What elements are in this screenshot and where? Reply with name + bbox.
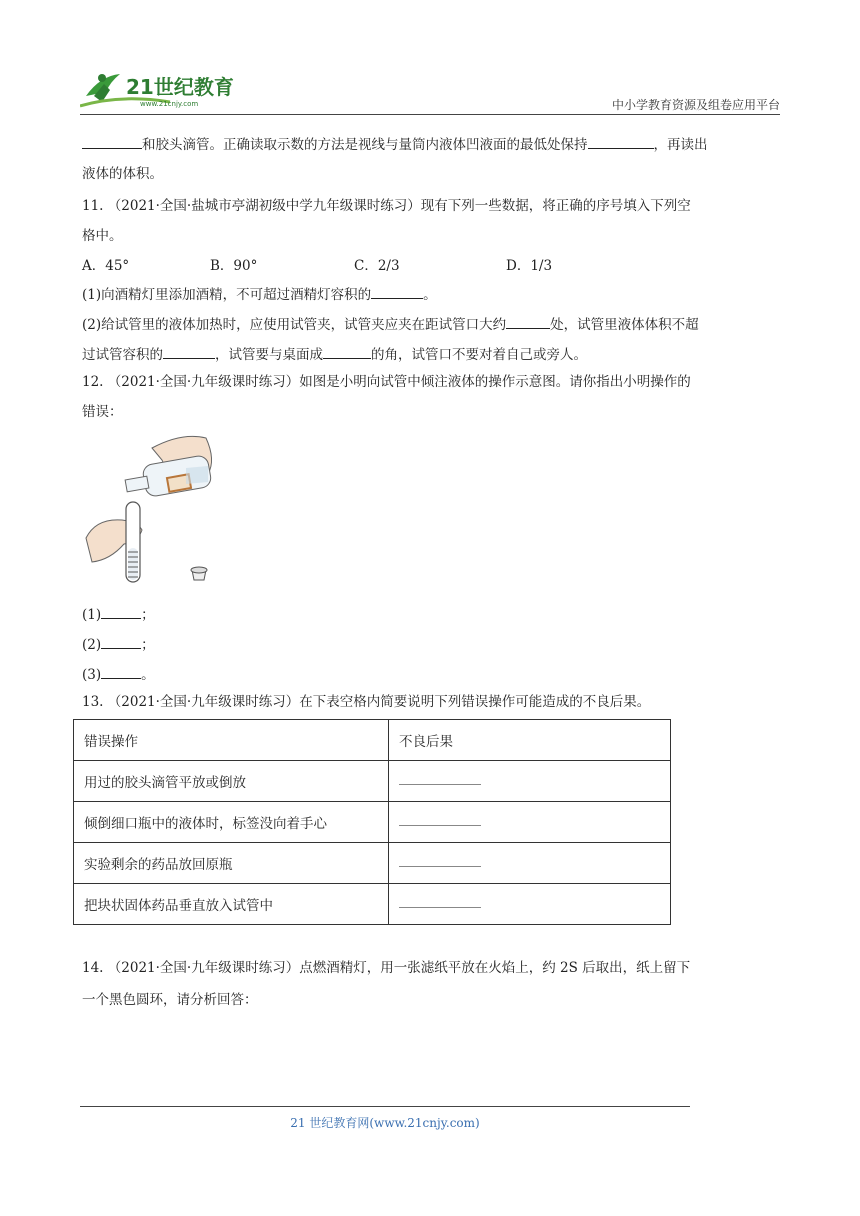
q11-option-b: B．90° <box>210 258 258 274</box>
table-row <box>74 802 671 843</box>
footer-rule <box>80 1106 690 1107</box>
footer-link[interactable]: 21 世纪教育网(www.21cnjy.com) <box>290 1116 480 1130</box>
answer-blank[interactable] <box>101 634 141 649</box>
q10-line1: 和胶头滴管。正确读取示数的方法是视线与量筒内液体凹液面的最低处保持 ，再读出 <box>82 134 708 155</box>
logo-url: www.21cnjy.com <box>140 100 199 108</box>
table-cell-operation: 实验剩余的药品放回原瓶 <box>74 843 389 884</box>
blank <box>371 284 423 299</box>
header-platform-text: 中小学教育资源及组卷应用平台 <box>611 98 780 112</box>
q11-option-c: C．2/3 <box>354 258 400 274</box>
table-cell-answer[interactable] <box>389 802 671 843</box>
blank <box>506 314 550 329</box>
answer-blank[interactable] <box>399 774 481 785</box>
table-cell-operation: 倾倒细口瓶中的液体时，标签没向着手心 <box>74 802 389 843</box>
answer-blank[interactable] <box>101 664 141 679</box>
q12-answer-2: (2) ； <box>82 634 155 655</box>
table-header: 错误操作 <box>74 720 389 761</box>
blank <box>82 134 142 149</box>
q13-stem: 13. （2021·全国·九年级课时练习）在下表空格内简要说明下列错误操作可能造成的不良后果。 <box>82 694 651 710</box>
table-cell-answer[interactable] <box>389 884 671 925</box>
table-cell-operation: 用过的胶头滴管平放或倒放 <box>74 761 389 802</box>
answer-blank[interactable] <box>399 815 481 826</box>
q11-option-d: D．1/3 <box>506 258 553 274</box>
table-header-row <box>74 720 671 761</box>
table-header: 不良后果 <box>389 720 671 761</box>
pouring-liquid-illustration <box>82 430 222 590</box>
q12-answer-3: (3) 。 <box>82 664 155 685</box>
q12-answer-1: (1) ； <box>82 604 155 625</box>
q12-stem-cont: 错误： <box>82 404 123 420</box>
logo-title: 21世纪教育 <box>126 75 234 99</box>
header-rule <box>80 114 780 115</box>
q11-part2: (2)给试管里的液体加热时，应使用试管夹，试管夹应夹在距试管口大约 处，试管里液体体积不超 <box>82 314 699 335</box>
q11-part3: 过试管容积的 ，试管要与桌面成 的角，试管口不要对着自己或旁人。 <box>82 344 587 365</box>
blank <box>588 134 654 149</box>
q14-stem-cont: 一个黑色圆环，请分析回答： <box>82 992 258 1008</box>
q14-stem: 14. （2021·全国·九年级课时练习）点燃酒精灯，用一张滤纸平放在火焰上，约 2S 后取出，纸上留下 <box>82 960 691 976</box>
table-row <box>74 843 671 884</box>
q11-part1: (1)向酒精灯里添加酒精，不可超过酒精灯容积的 。 <box>82 284 437 305</box>
blank <box>323 344 371 359</box>
q11-option-a: A．45° <box>82 258 130 274</box>
q11-stem: 11. （2021·全国·盐城市亭湖初级中学九年级课时练习）现有下列一些数据，将正确的序号填入下列空 <box>82 198 691 214</box>
table-row <box>74 761 671 802</box>
site-logo <box>80 66 250 110</box>
blank <box>163 344 215 359</box>
q10-line2: 液体的体积。 <box>82 166 163 182</box>
consequence-table <box>73 719 671 925</box>
answer-blank[interactable] <box>101 604 141 619</box>
table-cell-operation: 把块状固体药品垂直放入试管中 <box>74 884 389 925</box>
answer-blank[interactable] <box>399 897 481 908</box>
table-cell-answer[interactable] <box>389 761 671 802</box>
q12-stem: 12. （2021·全国·九年级课时练习）如图是小明向试管中倾注液体的操作示意图。请你指出小明操作的 <box>82 374 691 390</box>
q11-stem-cont: 格中。 <box>82 228 123 244</box>
answer-blank[interactable] <box>399 856 481 867</box>
table-row <box>74 884 671 925</box>
table-cell-answer[interactable] <box>389 843 671 884</box>
